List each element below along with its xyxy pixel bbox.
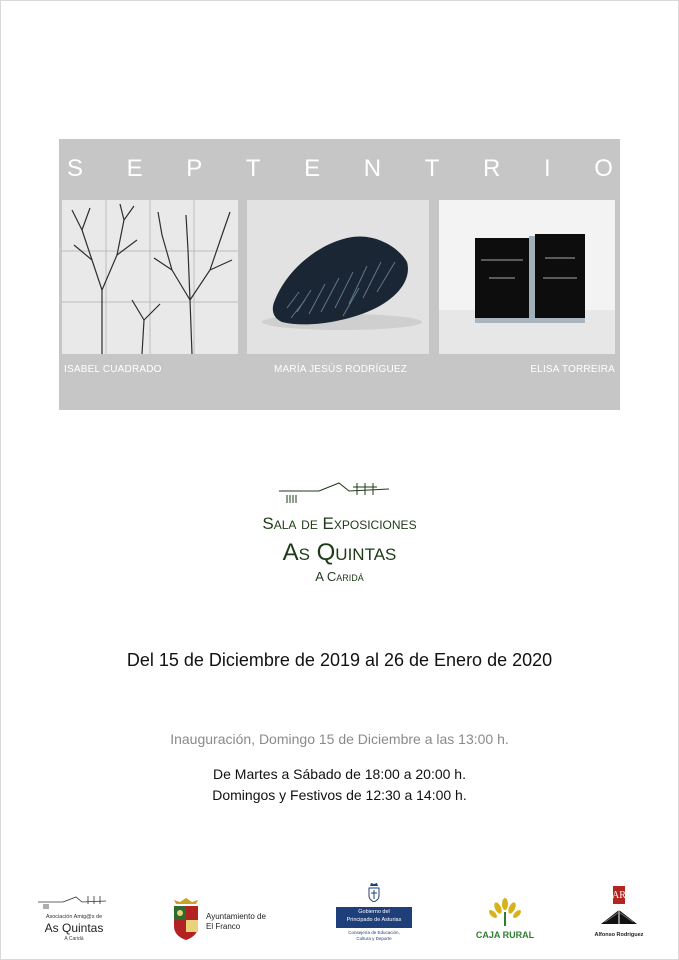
- asociacion-line3: A Caridá: [64, 936, 84, 942]
- title-letter: O: [594, 155, 613, 182]
- artist-name: MARÍA JESÚS RODRÍGUEZ: [274, 364, 408, 375]
- title-letter: S: [67, 155, 84, 182]
- gobierno-banner: [336, 907, 412, 928]
- sponsor-asociacion-logo: [34, 894, 114, 944]
- alfonso-label: Alfonso Rodríguez: [594, 932, 644, 938]
- title-letter: T: [424, 155, 440, 182]
- ayuntamiento-line2: El Franco: [206, 922, 241, 931]
- consejeria-line1: Consejería de Educación,: [348, 930, 400, 935]
- book-emblem-icon: [599, 884, 639, 928]
- sponsor-ayuntamiento-logo: [170, 896, 280, 942]
- exhibition-dates: Del 15 de Diciembre de 2019 al 26 de Enero de 2020: [126, 650, 553, 670]
- venue-logo: [279, 479, 391, 509]
- artist-name: ELISA TORREIRA: [530, 364, 615, 375]
- gobierno-line1: Gobierno del: [358, 909, 390, 915]
- svg-text:AR: AR: [612, 890, 626, 901]
- coat-of-arms-icon: [170, 896, 202, 942]
- title-letter: E: [304, 155, 321, 182]
- artwork-glass-blocks: [439, 200, 615, 354]
- exhibition-title: [67, 157, 613, 181]
- sponsor-gobierno-logo: [334, 882, 414, 942]
- asociacion-line2: As Quintas: [44, 921, 104, 935]
- gobierno-line2: Principado de Asturias: [346, 917, 402, 923]
- venue-name: As Quintas: [282, 539, 397, 566]
- sponsor-caja-rural-logo: [470, 898, 540, 942]
- artist-name: ISABEL CUADRADO: [64, 364, 162, 375]
- title-letter: N: [363, 155, 382, 182]
- artwork-tree-drawing: [62, 200, 238, 354]
- title-letter: T: [245, 155, 261, 182]
- title-letter: P: [186, 155, 203, 182]
- venue-line-1: Sala de Exposiciones: [262, 514, 417, 533]
- title-letter: I: [543, 155, 551, 182]
- asturias-crest-icon: [367, 882, 381, 902]
- venue-location: A Caridá: [315, 569, 364, 584]
- ayuntamiento-line1: Ayuntamiento de: [206, 912, 266, 921]
- consejeria-line2: Cultura y Deporte: [356, 936, 392, 941]
- inauguration-text: Inauguración, Domingo 15 de Diciembre a las 13:00 h.: [170, 731, 509, 747]
- opening-hours: De Martes a Sábado de 18:00 a 20:00 h.: [213, 766, 466, 782]
- title-letter: E: [126, 155, 143, 182]
- asociacion-line1: Asociación Amig@s de: [45, 914, 103, 920]
- title-letter: R: [483, 155, 501, 182]
- asociacion-emblem-icon: [38, 894, 108, 912]
- sponsor-alfonso-logo: [592, 884, 646, 944]
- wheat-icon: [488, 898, 522, 928]
- exhibition-banner: [59, 139, 620, 410]
- caja-rural-label: CAJA RURAL: [475, 930, 535, 940]
- artwork-dark-sculpture: [247, 200, 429, 354]
- opening-hours: Domingos y Festivos de 12:30 a 14:00 h.: [212, 787, 467, 803]
